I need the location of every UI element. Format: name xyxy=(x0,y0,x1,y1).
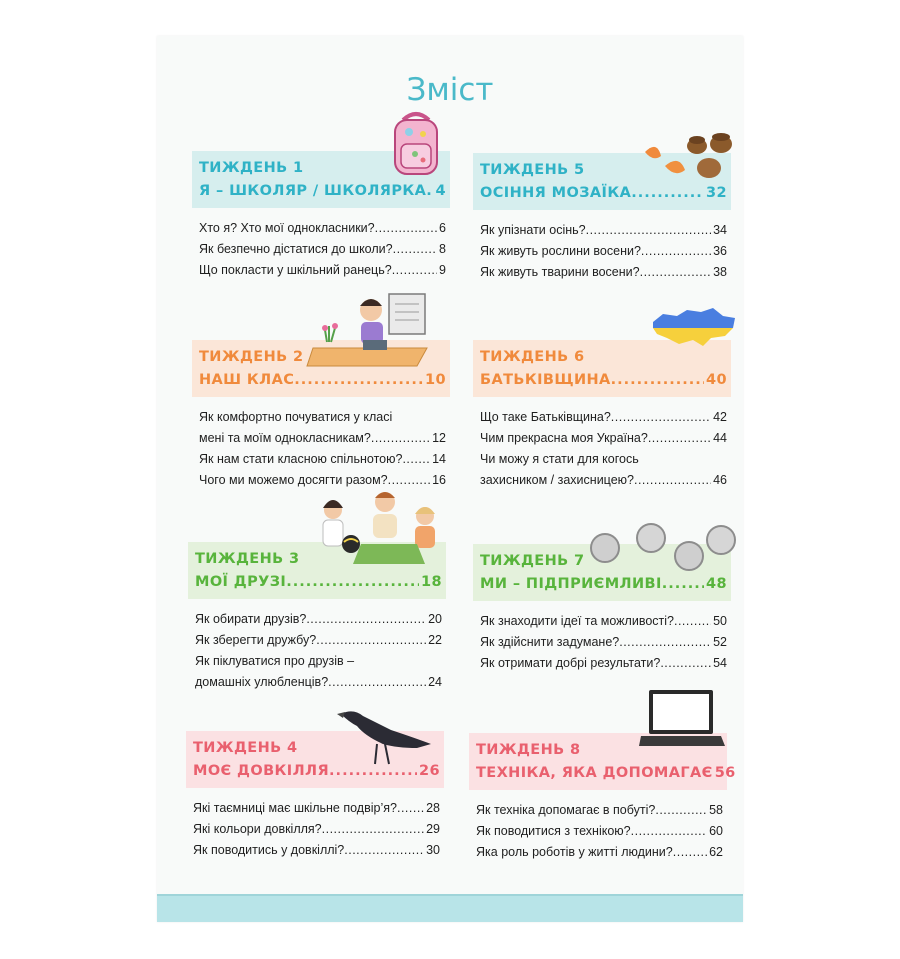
toc-item-line: Чи можу я стати для когось xyxy=(480,452,639,466)
week-header xyxy=(473,340,731,397)
toc-item[interactable]: Як поводитись у довкіллі? ..... 30 xyxy=(193,840,440,861)
toc-item[interactable]: Як упізнати осінь? ..... 34 xyxy=(480,220,727,241)
bottom-band xyxy=(157,896,743,922)
week-label: ТИЖДЕНЬ 3 xyxy=(195,551,300,567)
laptop-icon xyxy=(639,688,725,750)
toc-item[interactable]: Як живуть рослини восени? ..... 36 xyxy=(480,241,727,262)
week-label: ТИЖДЕНЬ 8 xyxy=(476,742,581,758)
week-label: ТИЖДЕНЬ 7 xyxy=(480,553,585,569)
classroom-desk-icon xyxy=(305,290,435,372)
toc-item[interactable]: Як техніка допомагає в побуті? ..... 58 xyxy=(476,800,723,821)
week-label: ТИЖДЕНЬ 1 xyxy=(199,160,304,176)
week-section-6 xyxy=(473,340,731,491)
toc-item[interactable]: Як отримати добрі результати? ..... 54 xyxy=(480,653,727,674)
week-topic: МОЄ ДОВКІЛЛЯ xyxy=(193,763,330,779)
week-page: 4 xyxy=(435,183,446,199)
toc-item[interactable]: Як здійснити задумане? ..... 52 xyxy=(480,632,727,653)
book-page xyxy=(157,36,743,922)
toc-item[interactable]: Які таємниці має шкільне подвір’я? ..... 28 xyxy=(193,798,440,819)
week-topic: Я – ШКОЛЯР / ШКОЛЯРКА xyxy=(199,183,427,199)
week-topic: МОЇ ДРУЗІ xyxy=(195,574,287,590)
week-page: 56 xyxy=(714,765,736,781)
toc-item[interactable]: Як безпечно дістатися до школи? ..... 8 xyxy=(199,239,446,260)
kids-playing-icon xyxy=(313,488,443,572)
toc-item[interactable]: Які кольори довкілля? ..... 29 xyxy=(193,819,440,840)
toc-item[interactable]: Що таке Батьківщина? ..... 42 xyxy=(480,407,727,428)
toc-item-line: Як піклуватися про друзів – xyxy=(195,654,355,668)
page-title: Зміст xyxy=(406,72,494,108)
acorns-leaves-icon xyxy=(635,132,741,188)
week-page: 48 xyxy=(706,576,727,592)
crow-icon xyxy=(335,704,435,772)
week-topic: МИ – ПІДПРИЄМЛИВІ xyxy=(480,576,662,592)
week-topic: ТЕХНІКА, ЯКА ДОПОМАГАЄ xyxy=(476,765,713,781)
toc-item[interactable]: Чим прекрасна моя Україна? ..... 44 xyxy=(480,428,727,449)
toc-item[interactable]: домашніх улюбленців? ..... 24 xyxy=(195,672,442,693)
toc-item[interactable]: Як знаходити ідеї та можливості? ..... 50 xyxy=(480,611,727,632)
toc-item[interactable]: Хто я? Хто мої однокласники? ..... 6 xyxy=(199,218,446,239)
week-topic: НАШ КЛАС xyxy=(199,372,295,388)
toc-item[interactable]: Як живуть тварини восени? ..... 38 xyxy=(480,262,727,283)
toc-item[interactable]: Як обирати друзів? ..... 20 xyxy=(195,609,442,630)
toc-item-line: Як комфортно почуватися у класі xyxy=(199,410,393,424)
backpack-icon xyxy=(385,110,447,180)
toc-item[interactable]: Що покласти у шкільний ранець? ..... 9 xyxy=(199,260,446,281)
ukraine-map-icon xyxy=(649,304,739,348)
toc-item[interactable]: Як нам стати класною спільнотою? ..... 14 xyxy=(199,449,446,470)
toc-item[interactable]: Як зберегти дружбу? ..... 22 xyxy=(195,630,442,651)
week-topic: БАТЬКІВЩИНА xyxy=(480,372,611,388)
toc-item[interactable]: Чого ми можемо досягти разом? ..... 16 xyxy=(199,470,446,491)
week-section-8 xyxy=(469,733,736,863)
coins-icon xyxy=(585,522,741,580)
week-page: 18 xyxy=(421,574,442,590)
week-page: 32 xyxy=(706,185,727,201)
toc-item[interactable]: мені та моїм однокласникам? ..... 12 xyxy=(199,428,446,449)
toc-item[interactable]: Яка роль роботів у житті людини? ..... 62 xyxy=(476,842,723,863)
week-label: ТИЖДЕНЬ 5 xyxy=(480,162,585,178)
toc-item[interactable]: Як поводитися з технікою? ..... 60 xyxy=(476,821,723,842)
week-label: ТИЖДЕНЬ 4 xyxy=(193,740,298,756)
week-label: ТИЖДЕНЬ 2 xyxy=(199,349,304,365)
week-topic: ОСІННЯ МОЗАЇКА xyxy=(480,185,632,201)
week-label: ТИЖДЕНЬ 6 xyxy=(480,349,585,365)
week-page: 26 xyxy=(419,763,440,779)
toc-item[interactable]: захисником / захисницею? ..... 46 xyxy=(480,470,727,491)
week-page: 40 xyxy=(706,372,727,388)
week-page: 10 xyxy=(425,372,446,388)
